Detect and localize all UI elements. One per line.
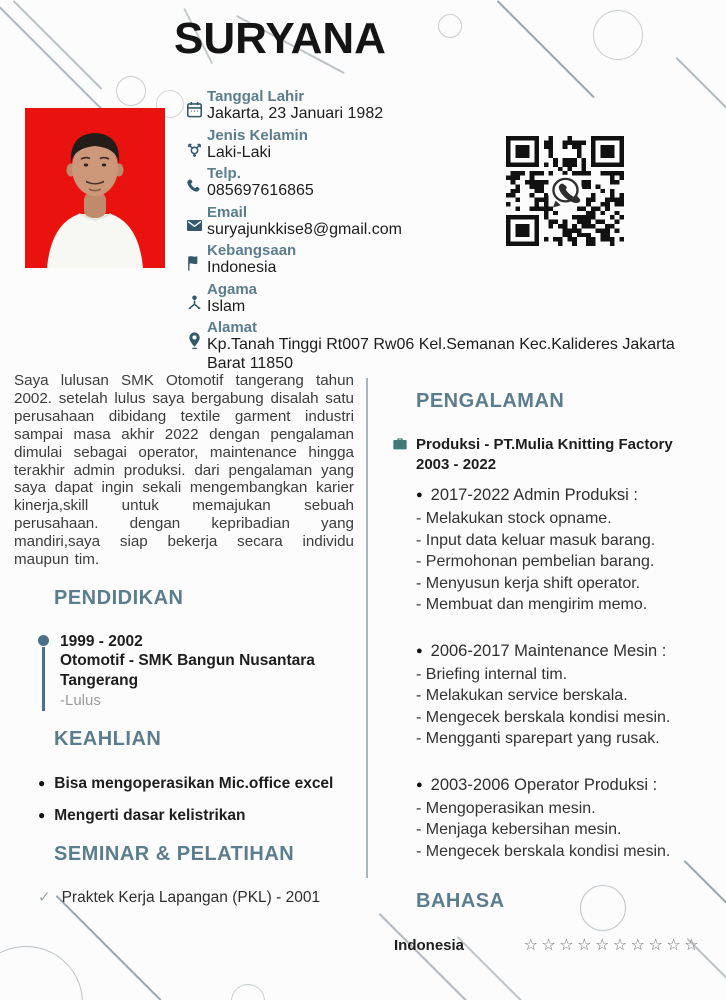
- contact-label: Agama: [207, 280, 258, 298]
- contact-value: suryajunkkise8@gmail.com: [207, 220, 402, 238]
- job-duty: - Menyusun kerja shift operator.: [416, 574, 641, 592]
- section-heading-education: PENDIDIKAN: [54, 586, 184, 609]
- timeline-dot: [38, 635, 49, 646]
- email-icon: [185, 216, 207, 235]
- education-entry: [38, 632, 354, 711]
- contact-label: Email: [207, 203, 248, 221]
- section-heading-language: BAHASA: [416, 890, 505, 912]
- job-title: ● 2003-2006 Operator Produksi :: [416, 776, 708, 795]
- section-divider-wave: [14, 870, 354, 876]
- language-row: [394, 935, 702, 955]
- section-divider-wave: [390, 917, 708, 923]
- job-duty: - Membuat dan mengirim memo.: [416, 596, 648, 613]
- contact-item-religion: [185, 281, 701, 318]
- skill-item: ● Bisa mengoperasikan Mic.office excel: [38, 775, 354, 793]
- timeline: [38, 632, 60, 711]
- job-duty: - Mengoperasikan mesin.: [416, 799, 596, 817]
- job-duty: - Mengecek berskala kondisi mesin.: [416, 842, 671, 860]
- location-icon: [185, 331, 207, 350]
- contact-label: Jenis Kelamin: [207, 126, 308, 144]
- qr-code-image: [506, 136, 624, 246]
- section-heading-skills: KEAHLIAN: [54, 728, 162, 751]
- education-school: Otomotif - SMK Bangun Nusantara Tangerang: [60, 652, 315, 689]
- job-title: ● 2017-2022 Admin Produksi :: [416, 486, 708, 505]
- skill-item: ● Mengerti dasar kelistrikan: [38, 807, 354, 825]
- column-divider: [366, 378, 368, 878]
- check-icon: ✓: [38, 889, 51, 907]
- contact-value: Jakarta, 23 Januari 1982: [207, 105, 384, 122]
- page-title: SURYANA: [174, 14, 386, 63]
- job-entry: [390, 776, 708, 863]
- job-duty: - Briefing internal tim.: [416, 665, 568, 683]
- phone-icon: [185, 177, 207, 196]
- contact-value: Kp.Tanah Tinggi Rt007 Rw06 Kel.Semanan Kec.Kalideres Jakarta Barat 11850: [207, 336, 675, 372]
- section-divider-wave: [390, 417, 708, 423]
- experience-company: [392, 435, 708, 474]
- job-title: ● 2006-2017 Maintenance Mesin :: [416, 642, 708, 661]
- decorative-circle: [231, 984, 265, 1000]
- skills-list: [14, 775, 354, 825]
- contact-label: Tanggal Lahir: [207, 88, 305, 105]
- contact-item-nationality: [185, 242, 701, 279]
- contact-value: Indonesia: [207, 259, 277, 276]
- decorative-circle: [116, 76, 146, 106]
- contact-label: Telp.: [207, 165, 241, 182]
- job-duty: - Mengganti sparepart yang rusak.: [416, 730, 660, 747]
- section-divider-wave: [14, 755, 354, 761]
- section-heading-seminar: SEMINAR & PELATIHAN: [54, 843, 295, 866]
- contact-value: Islam: [207, 297, 246, 315]
- job-duties: [390, 798, 708, 863]
- section-heading-experience: PENGALAMAN: [416, 390, 565, 412]
- right-column: [390, 372, 708, 955]
- decorative-circle: [593, 10, 643, 60]
- religion-icon: [185, 293, 207, 312]
- seminar-list: [14, 888, 354, 907]
- left-column: [14, 372, 354, 907]
- job-duty: - Melakukan service berskala.: [416, 687, 628, 704]
- timeline-line: [42, 647, 45, 711]
- section-divider-wave: [14, 614, 354, 620]
- job-entry: [390, 486, 708, 616]
- profile-photo-illustration: [25, 108, 165, 268]
- contact-label: Kebangsaan: [207, 242, 297, 259]
- job-duties: [390, 664, 708, 750]
- job-duty: - Melakukan stock opname.: [416, 510, 612, 527]
- decorative-circle: [0, 946, 83, 1000]
- profile-photo: [25, 108, 165, 268]
- job-duty: - Mengecek berskala kondisi mesin.: [416, 708, 671, 726]
- job-duty: - Menjaga kebersihan mesin.: [416, 821, 622, 838]
- language-stars: ☆☆☆☆☆☆☆☆☆☆: [523, 937, 702, 954]
- summary-text: Saya lulusan SMK Otomotif tangerang tahun 2002. setelah lulus saya bergabung disalah satu perusahaan dibidang textile garment industri sampai masa akhir 2022 dengan pengalaman dimulai sebagai operator, maintenance hingga terakhir admin produksi. dari pengalaman yang saya dapat ingin sekali mengembangkan karier kinerja,skill untuk memajukan sebuah perusahaan. dengan kepribadian yang mandiri,saya siap bekerja secara individu maupun tim.: [14, 372, 354, 569]
- contact-value: Laki-Laki: [207, 143, 272, 161]
- briefcase-icon: [392, 436, 416, 474]
- language-name: Indonesia: [394, 936, 465, 954]
- company-name: Produksi - PT.Mulia Knitting Factory: [416, 436, 673, 453]
- whatsapp-icon: [548, 175, 583, 208]
- company-period: 2003 - 2022: [416, 455, 497, 473]
- contact-value: 085697616865: [207, 182, 314, 199]
- job-duty: - Input data keluar masuk barang.: [416, 531, 656, 549]
- job-duties: [390, 508, 708, 616]
- contact-item-birthdate: [185, 88, 701, 125]
- job-entry: [390, 642, 708, 750]
- flag-icon: [185, 254, 207, 273]
- job-duty: - Permohonan pembelian barang.: [416, 553, 655, 570]
- education-period: 1999 - 2002: [60, 632, 143, 650]
- contact-label: Alamat: [207, 319, 258, 336]
- qr-code: [506, 136, 624, 246]
- gender-icon: [185, 139, 207, 158]
- education-result: -Lulus: [60, 692, 101, 710]
- contact-item-address: [185, 319, 701, 374]
- seminar-item: ✓ Praktek Kerja Lapangan (PKL) - 2001: [38, 889, 321, 907]
- calendar-icon: [185, 100, 207, 119]
